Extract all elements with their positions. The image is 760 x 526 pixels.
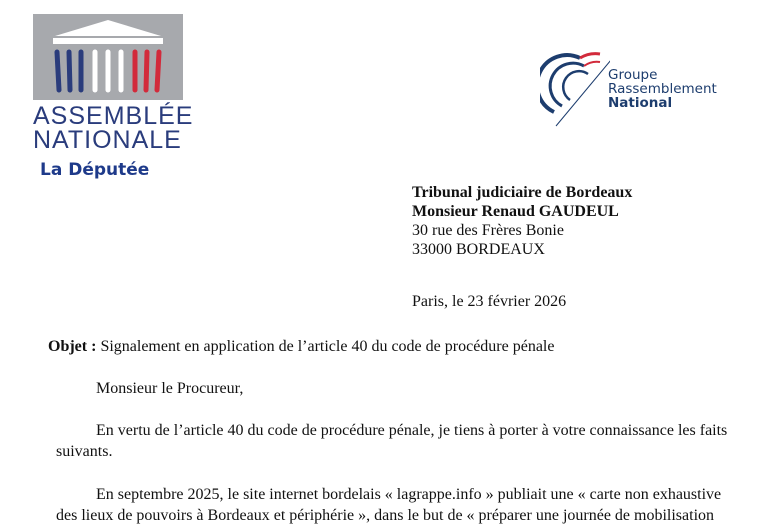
letter-subject: [48, 336, 554, 357]
assemblee-nationale-logo: [33, 14, 194, 154]
recipient-street: 30 rue des Frères Bonie: [412, 222, 564, 239]
paragraph-1-line-2: suivants.: [56, 443, 113, 460]
nationale-word: NATIONALE: [33, 126, 182, 154]
recipient-name: Monsieur Renaud GAUDEUL: [412, 203, 619, 220]
recipient-address: [412, 183, 632, 259]
subject-label: Objet :: [48, 338, 97, 355]
subject-text: Signalement en application de l’article 40 du code de procédure pénale: [96, 338, 555, 355]
rn-arcs-icon: [540, 48, 610, 128]
rn-groupe: Groupe: [608, 67, 658, 83]
paragraph-1: [56, 420, 732, 462]
deputee-title: La Députée: [40, 160, 150, 180]
letter-salutation: Monsieur le Procureur,: [96, 380, 244, 397]
rn-rassemblement: Rassemblement: [608, 81, 717, 97]
assemblee-word: ASSEMBLÉE: [33, 102, 194, 130]
rn-national: National: [608, 95, 673, 111]
paragraph-2-line-2: des lieux de pouvoirs à Bordeaux et périphérie », dans le but de « préparer une journée de mobilisation: [56, 507, 715, 524]
hemicycle-emblem-icon: [33, 14, 183, 100]
rn-wordmark: [608, 68, 717, 110]
assemblee-nationale-wordmark: [33, 102, 194, 154]
recipient-court: Tribunal judiciaire de Bordeaux: [412, 184, 633, 201]
recipient-city: 33000 BORDEAUX: [412, 241, 545, 258]
paragraph-2-line-1: En septembre 2025, le site internet bordelais « lagrappe.info » publiait une « carte non exhaustive: [96, 486, 722, 503]
paragraph-2: [56, 484, 732, 526]
rn-group-logo: [540, 48, 740, 128]
paragraph-1-line-1: En vertu de l’article 40 du code de procédure pénale, je tiens à porter à votre connaissance les faits: [96, 422, 728, 439]
letter-date: Paris, le 23 février 2026: [412, 293, 567, 310]
